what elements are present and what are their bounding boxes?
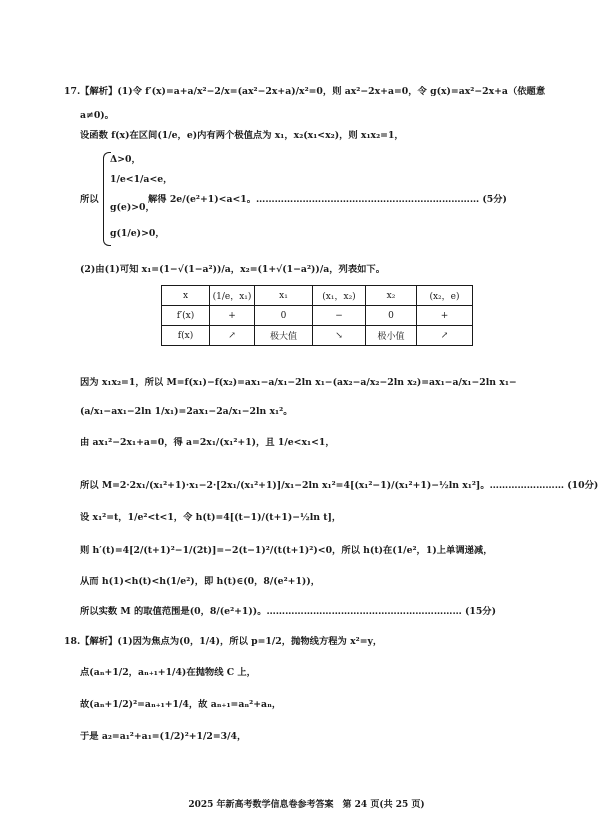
text-line-l02: a≠0)。: [80, 110, 114, 121]
text-line-l10: (2)由(1)可知 x₁=(1−√(1−a²))/a，x₂=(1+√(1−a²))/a，列表如下。: [80, 264, 386, 275]
table-cell: 0: [255, 306, 313, 326]
text-line-l14: 所以 M=2·2x₁/(x₁²+1)·x₁−2·[2x₁/(x₁²+1)]/x₁−2ln x₁²=4[(x₁²−1)/(x₁²+1)−½ln x₁²]。…………………… (10分): [80, 480, 599, 491]
table-cell: ↘: [313, 326, 366, 346]
text-line-l06: 所以: [80, 194, 99, 205]
table-row: [162, 286, 473, 306]
text-line-l20: 点(aₙ+1/2，aₙ₊₁+1/4)在抛物线 C 上，: [80, 667, 256, 678]
table-cell: x₁: [255, 286, 313, 306]
text-line-l18: 所以实数 M 的取值范围是(0，8/(e²+1))。……………………………………………………… (15分): [80, 606, 497, 617]
table-cell: x: [162, 286, 210, 306]
text-line-l08: g(e)>0，: [110, 202, 155, 213]
page-footer: 2025 年新高考数学信息卷参考答案 第 24 页(共 25 页): [188, 800, 425, 810]
table-cell: x₂: [366, 286, 417, 306]
table-cell: f′(x): [162, 306, 210, 326]
text-line-l05: 1/e<1/a<e，: [110, 174, 173, 185]
table-cell: 极小值: [366, 326, 417, 346]
table-cell: (x₂，e): [417, 286, 473, 306]
text-line-l22: 于是 a₂=a₁²+a₁=(1/2)²+1/2=3/4，: [80, 731, 247, 742]
text-line-l21: 故(aₙ+1/2)²=aₙ₊₁+1/4，故 aₙ₊₁=aₙ²+aₙ，: [80, 699, 282, 710]
table-cell: +: [210, 306, 255, 326]
text-line-l17: 从而 h(1)<h(t)<h(1/e²)，即 h(t)∈(0，8/(e²+1))，: [80, 576, 321, 587]
table-cell: ↗: [210, 326, 255, 346]
text-line-l16: 则 h′(t)=4[2/(t+1)²−1/(2t)]=−2(t−1)²/(t(t+1)²)<0，所以 h(t)在(1/e²，1)上单调递减，: [80, 545, 493, 556]
text-line-l13: 由 ax₁²−2x₁+a=0，得 a=2x₁/(x₁²+1)，且 1/e<x₁<1，: [80, 437, 335, 448]
table-cell: (1/e，x₁): [210, 286, 255, 306]
text-line-l19: 18.【解析】(1)因为焦点为(0，1/4)，所以 p=1/2，抛物线方程为 x²=y，: [64, 636, 383, 647]
text-line-l04: Δ>0，: [110, 154, 141, 165]
text-line-l07: 解得 2e/(e²+1)<a<1。……………………………………………………………… (5分): [148, 194, 507, 205]
system-brace: [103, 152, 111, 246]
text-line-l01: 17.【解析】(1)令 f′(x)=a+a/x²−2/x=(ax²−2x+a)/x²=0，则 ax²−2x+a=0，令 g(x)=ax²−2x+a（依题意: [64, 86, 546, 97]
text-line-l09: g(1/e)>0，: [110, 228, 165, 239]
table-cell: +: [417, 306, 473, 326]
table-cell: f(x): [162, 326, 210, 346]
table-cell: 0: [366, 306, 417, 326]
text-line-l03: 设函数 f(x)在区间(1/e，e)内有两个极值点为 x₁，x₂(x₁<x₂)，则 x₁x₂=1，: [80, 130, 404, 141]
table-cell: 极大值: [255, 326, 313, 346]
table-cell: (x₁，x₂): [313, 286, 366, 306]
variation-table: [161, 285, 473, 346]
text-line-l11: 因为 x₁x₂=1，所以 M=f(x₁)−f(x₂)=ax₁−a/x₁−2ln x₁−(ax₂−a/x₂−2ln x₂)=ax₁−a/x₁−2ln x₁−: [80, 377, 517, 388]
table-row: [162, 326, 473, 346]
text-line-l15: 设 x₁²=t，1/e²<t<1，令 h(t)=4[(t−1)/(t+1)−½ln t]，: [80, 512, 342, 523]
text-line-l12: (a/x₁−ax₁−2ln 1/x₁)=2ax₁−2a/x₁−2ln x₁²。: [80, 406, 293, 417]
table-cell: ↗: [417, 326, 473, 346]
table-cell: −: [313, 306, 366, 326]
table-row: [162, 306, 473, 326]
